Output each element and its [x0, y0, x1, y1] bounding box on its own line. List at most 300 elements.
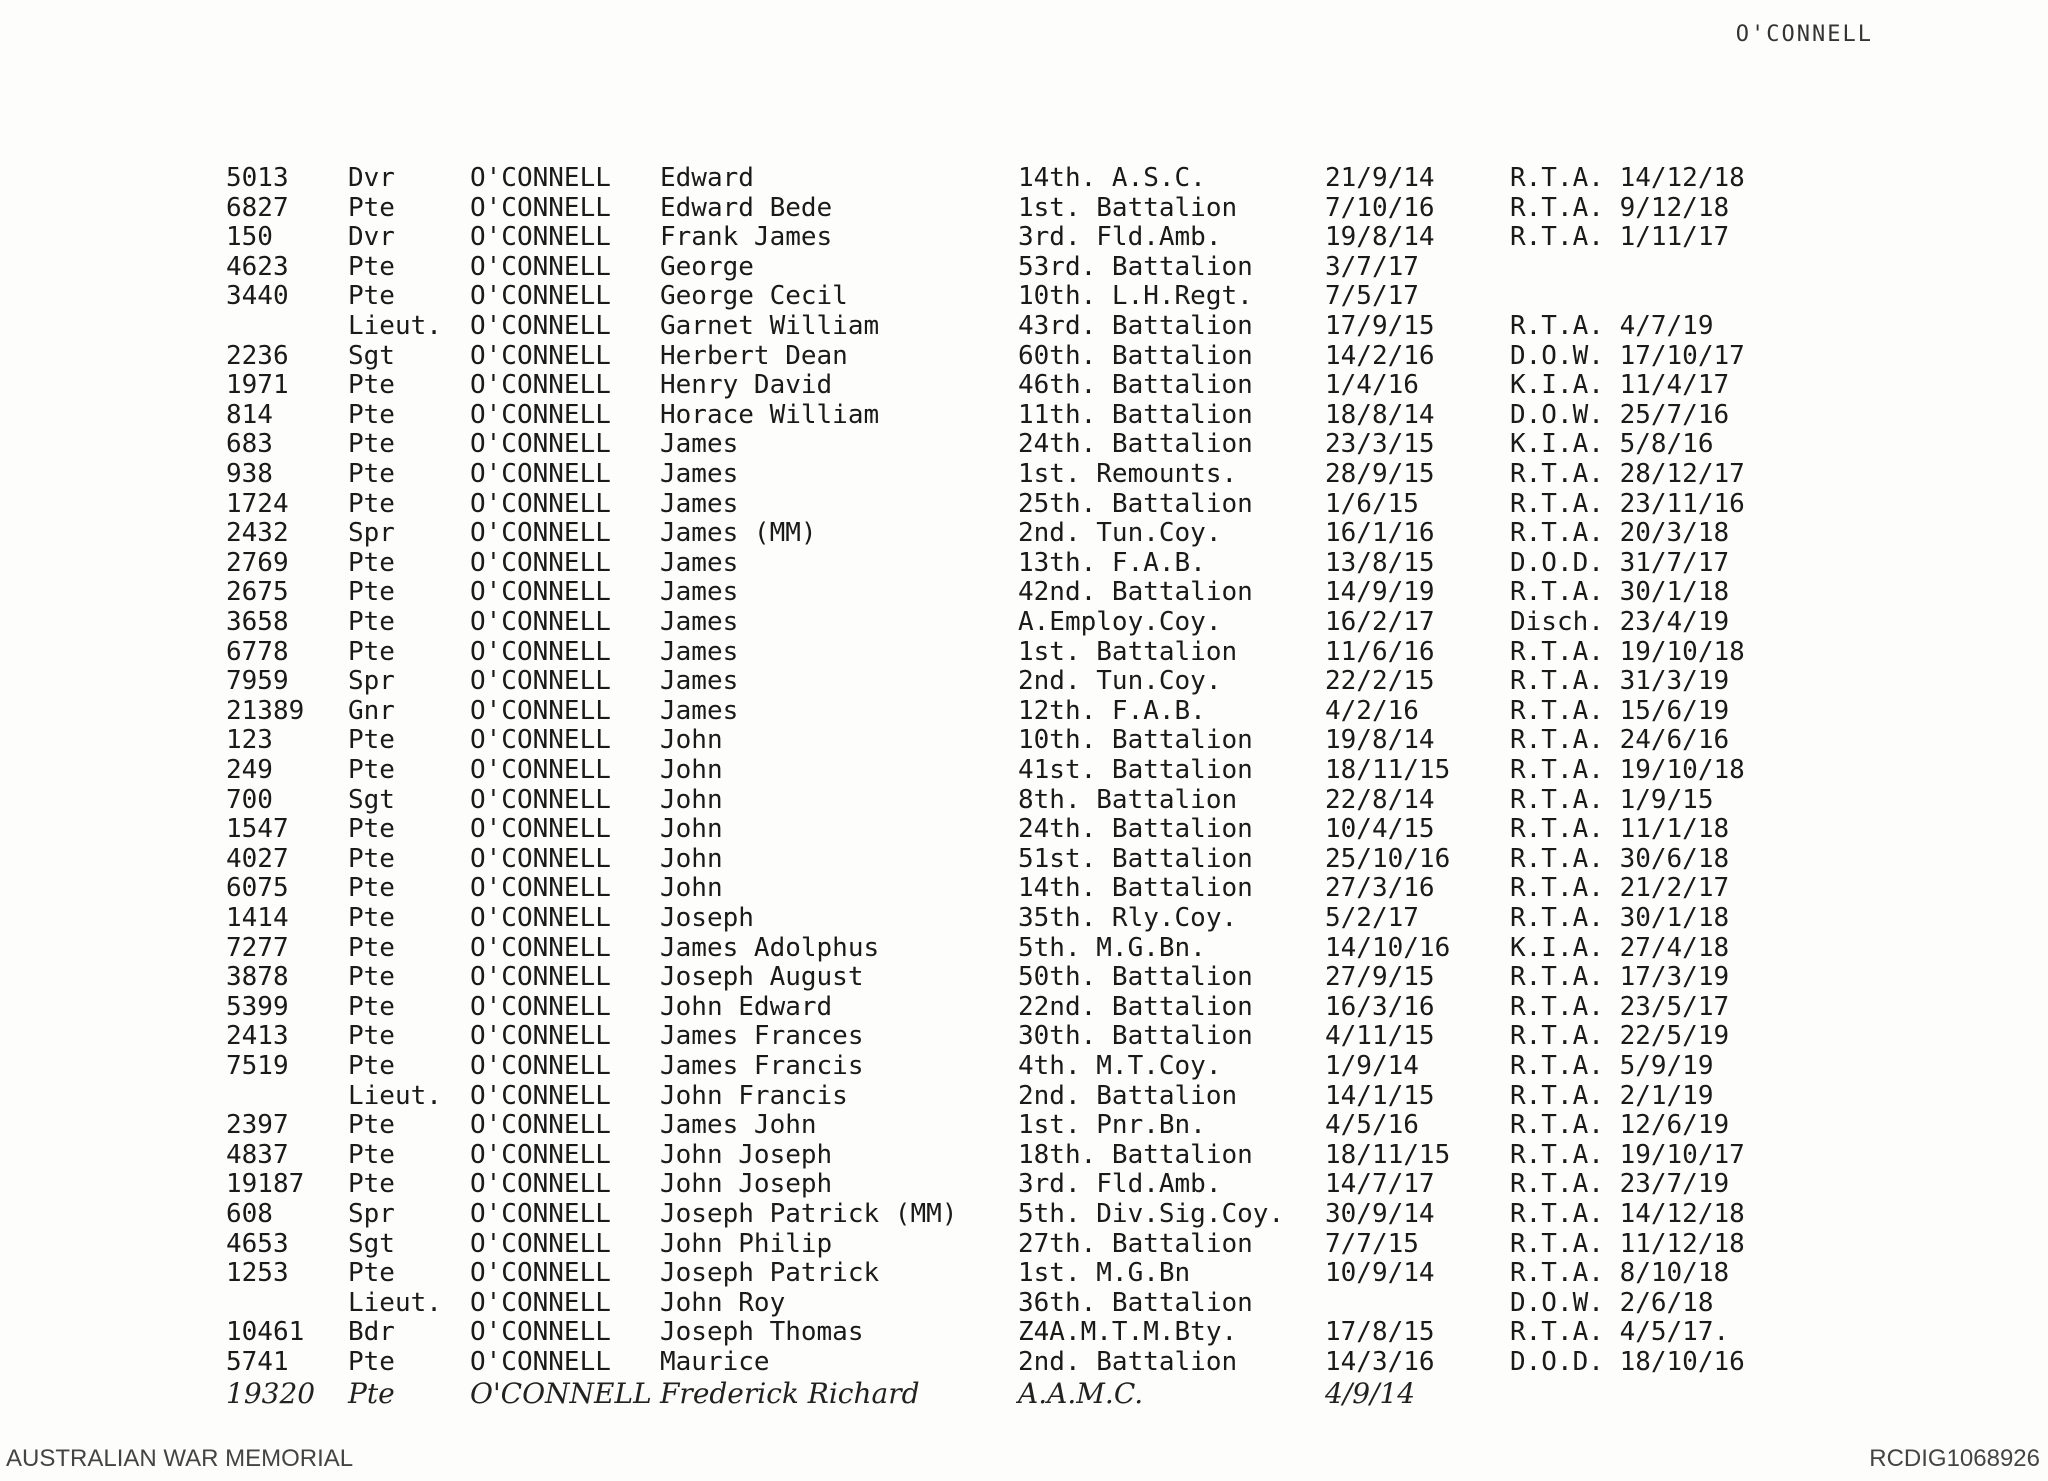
record-row	[0, 400, 2048, 430]
record-row	[0, 696, 2048, 726]
record-date: 5/2/17	[1325, 903, 1419, 933]
record-row	[0, 607, 2048, 637]
record-surname: O'CONNELL	[470, 1081, 611, 1111]
record-num: 123	[226, 725, 273, 755]
record-date: 14/2/16	[1325, 341, 1435, 371]
record-surname: O'CONNELL	[470, 696, 611, 726]
record-surname: O'CONNELL	[470, 459, 611, 489]
record-surname: O'CONNELL	[470, 785, 611, 815]
record-num: 5741	[226, 1347, 289, 1377]
record-fate: R.T.A. 14/12/18	[1510, 1199, 1745, 1229]
record-surname: O'CONNELL	[470, 252, 611, 282]
record-rank: Spr	[348, 1199, 395, 1229]
record-fate: R.T.A. 21/2/17	[1510, 873, 1730, 903]
record-row	[0, 370, 2048, 400]
record-row	[0, 1110, 2048, 1140]
record-unit: Z4A.M.T.M.Bty.	[1018, 1317, 1238, 1347]
record-fate: R.T.A. 23/5/17	[1510, 992, 1730, 1022]
record-date: 17/8/15	[1325, 1317, 1435, 1347]
record-row	[0, 1258, 2048, 1288]
record-surname: O'CONNELL	[470, 1288, 611, 1318]
record-row	[0, 1288, 2048, 1318]
record-row	[0, 873, 2048, 903]
record-rank: Sgt	[348, 785, 395, 815]
record-given: Garnet William	[660, 311, 880, 341]
record-date: 27/9/15	[1325, 962, 1435, 992]
record-given: John	[660, 755, 723, 785]
record-row	[0, 429, 2048, 459]
record-surname: O'CONNELL	[470, 1140, 611, 1170]
record-date: 1/4/16	[1325, 370, 1419, 400]
record-row	[0, 489, 2048, 519]
record-rank: Pte	[348, 1021, 395, 1051]
record-given: James Francis	[660, 1051, 864, 1081]
record-row	[0, 311, 2048, 341]
record-unit: 14th. A.S.C.	[1018, 163, 1206, 193]
record-fate: R.T.A. 24/6/16	[1510, 725, 1730, 755]
record-fate: D.O.W. 17/10/17	[1510, 341, 1745, 371]
record-surname: O'CONNELL	[470, 1021, 611, 1051]
record-fate: R.T.A. 1/9/15	[1510, 785, 1714, 815]
record-surname: O'CONNELL	[470, 370, 611, 400]
record-num: 700	[226, 785, 273, 815]
record-surname: O'CONNELL	[470, 163, 611, 193]
record-surname: O'CONNELL	[470, 577, 611, 607]
record-unit: 1st. Pnr.Bn.	[1018, 1110, 1206, 1140]
record-surname: O'CONNELL	[470, 844, 611, 874]
record-rank: Pte	[348, 1051, 395, 1081]
record-fate: R.T.A. 11/12/18	[1510, 1229, 1745, 1259]
record-rank: Pte	[348, 1347, 395, 1377]
record-row	[0, 666, 2048, 696]
record-row	[0, 903, 2048, 933]
record-row	[0, 1229, 2048, 1259]
record-row	[0, 193, 2048, 223]
record-date: 21/9/14	[1325, 163, 1435, 193]
record-num: 2769	[226, 548, 289, 578]
record-given: Horace William	[660, 400, 880, 430]
record-given: James John	[660, 1110, 817, 1140]
record-unit: 22nd. Battalion	[1018, 992, 1253, 1022]
record-num: 7277	[226, 933, 289, 963]
record-row	[0, 1051, 2048, 1081]
record-fate: R.T.A. 19/10/18	[1510, 637, 1745, 667]
record-surname: O'CONNELL	[470, 281, 611, 311]
record-date: 11/6/16	[1325, 637, 1435, 667]
record-rank: Lieut.	[348, 1288, 442, 1318]
record-rank: Gnr	[348, 696, 395, 726]
record-num: 4027	[226, 844, 289, 874]
record-unit: 8th. Battalion	[1018, 785, 1238, 815]
record-date: 23/3/15	[1325, 429, 1435, 459]
record-rank: Pte	[348, 400, 395, 430]
record-num: 2432	[226, 518, 289, 548]
record-given: Edward	[660, 163, 754, 193]
record-given: James	[660, 577, 739, 607]
record-date: 16/1/16	[1325, 518, 1435, 548]
record-rank: Pte	[348, 1258, 395, 1288]
record-given: James	[660, 429, 739, 459]
record-row	[0, 1081, 2048, 1111]
record-rank: Pte	[348, 755, 395, 785]
record-surname: O'CONNELL	[470, 873, 611, 903]
record-surname: O'CONNELL	[470, 489, 611, 519]
record-fate: R.T.A. 15/6/19	[1510, 696, 1730, 726]
record-fate: R.T.A. 8/10/18	[1510, 1258, 1730, 1288]
record-row	[0, 1199, 2048, 1229]
record-unit: 53rd. Battalion	[1018, 252, 1253, 282]
record-given: James	[660, 459, 739, 489]
record-unit: 11th. Battalion	[1018, 400, 1253, 430]
record-given: James Adolphus	[660, 933, 880, 963]
record-rank: Pte	[348, 607, 395, 637]
record-date: 19/8/14	[1325, 222, 1435, 252]
handwritten-record-row	[0, 1379, 2048, 1409]
record-surname: O'CONNELL	[470, 933, 611, 963]
record-rank: Pte	[348, 903, 395, 933]
record-num: 6075	[226, 873, 289, 903]
record-date: 7/7/15	[1325, 1229, 1419, 1259]
record-surname: O'CONNELL	[470, 1051, 611, 1081]
record-surname: O'CONNELL	[470, 1317, 611, 1347]
record-num: 1253	[226, 1258, 289, 1288]
record-unit: 30th. Battalion	[1018, 1021, 1253, 1051]
record-fate: K.I.A. 27/4/18	[1510, 933, 1730, 963]
record-surname: O'CONNELL	[470, 193, 611, 223]
record-date: 1/9/14	[1325, 1051, 1419, 1081]
record-fate: R.T.A. 11/1/18	[1510, 814, 1730, 844]
record-num: 5013	[226, 163, 289, 193]
handwritten-num: 19320	[226, 1377, 316, 1410]
record-unit: 35th. Rly.Coy.	[1018, 903, 1238, 933]
record-rank: Pte	[348, 873, 395, 903]
record-rank: Pte	[348, 637, 395, 667]
record-fate: R.T.A. 2/1/19	[1510, 1081, 1714, 1111]
record-num: 1414	[226, 903, 289, 933]
record-fate: R.T.A. 22/5/19	[1510, 1021, 1730, 1051]
record-rank: Pte	[348, 489, 395, 519]
footer-reference-id: RCDIG1068926	[1869, 1445, 2040, 1472]
record-num: 10461	[226, 1317, 305, 1347]
record-row	[0, 637, 2048, 667]
record-given: Joseph August	[660, 962, 864, 992]
record-surname: O'CONNELL	[470, 903, 611, 933]
record-given: George	[660, 252, 754, 282]
record-rank: Pte	[348, 370, 395, 400]
record-surname: O'CONNELL	[470, 1110, 611, 1140]
record-date: 16/3/16	[1325, 992, 1435, 1022]
record-unit: 5th. M.G.Bn.	[1018, 933, 1206, 963]
record-row	[0, 725, 2048, 755]
record-unit: 41st. Battalion	[1018, 755, 1253, 785]
record-surname: O'CONNELL	[470, 548, 611, 578]
record-rank: Pte	[348, 1169, 395, 1199]
record-unit: 1st. Remounts.	[1018, 459, 1238, 489]
record-unit: 14th. Battalion	[1018, 873, 1253, 903]
record-unit: 50th. Battalion	[1018, 962, 1253, 992]
record-unit: 27th. Battalion	[1018, 1229, 1253, 1259]
record-unit: 13th. F.A.B.	[1018, 548, 1206, 578]
record-rank: Pte	[348, 844, 395, 874]
record-unit: 51st. Battalion	[1018, 844, 1253, 874]
record-date: 4/11/15	[1325, 1021, 1435, 1051]
record-rank: Pte	[348, 1110, 395, 1140]
record-surname: O'CONNELL	[470, 725, 611, 755]
handwritten-unit: A.A.M.C.	[1018, 1377, 1144, 1410]
record-date: 7/10/16	[1325, 193, 1435, 223]
record-unit: 10th. Battalion	[1018, 725, 1253, 755]
record-num: 683	[226, 429, 273, 459]
record-unit: 10th. L.H.Regt.	[1018, 281, 1253, 311]
record-unit: 2nd. Battalion	[1018, 1347, 1238, 1377]
record-given: James	[660, 666, 739, 696]
record-date: 4/5/16	[1325, 1110, 1419, 1140]
record-date: 7/5/17	[1325, 281, 1419, 311]
record-date: 22/8/14	[1325, 785, 1435, 815]
record-surname: O'CONNELL	[470, 341, 611, 371]
record-unit: 3rd. Fld.Amb.	[1018, 1169, 1222, 1199]
record-row	[0, 1317, 2048, 1347]
record-unit: 24th. Battalion	[1018, 429, 1253, 459]
record-fate: Disch. 23/4/19	[1510, 607, 1730, 637]
record-given: John	[660, 725, 723, 755]
record-given: John Francis	[660, 1081, 848, 1111]
record-fate: R.T.A. 20/3/18	[1510, 518, 1730, 548]
record-surname: O'CONNELL	[470, 637, 611, 667]
record-surname: O'CONNELL	[470, 518, 611, 548]
record-fate: R.T.A. 4/5/17.	[1510, 1317, 1730, 1347]
record-surname: O'CONNELL	[470, 666, 611, 696]
record-surname: O'CONNELL	[470, 222, 611, 252]
record-given: James Frances	[660, 1021, 864, 1051]
record-fate: R.T.A. 23/7/19	[1510, 1169, 1730, 1199]
record-unit: 2nd. Tun.Coy.	[1018, 666, 1222, 696]
record-date: 10/4/15	[1325, 814, 1435, 844]
record-rank: Pte	[348, 193, 395, 223]
record-given: Edward Bede	[660, 193, 833, 223]
record-num: 249	[226, 755, 273, 785]
record-given: John Edward	[660, 992, 833, 1022]
record-rank: Pte	[348, 725, 395, 755]
record-date: 10/9/14	[1325, 1258, 1435, 1288]
record-given: James	[660, 489, 739, 519]
record-num: 3658	[226, 607, 289, 637]
record-num: 4837	[226, 1140, 289, 1170]
record-given: Joseph Patrick (MM)	[660, 1199, 958, 1229]
record-row	[0, 163, 2048, 193]
record-rank: Pte	[348, 933, 395, 963]
record-surname: O'CONNELL	[470, 400, 611, 430]
record-given: Joseph	[660, 903, 754, 933]
record-rank: Pte	[348, 459, 395, 489]
record-given: Joseph Thomas	[660, 1317, 864, 1347]
record-num: 814	[226, 400, 273, 430]
record-row	[0, 1021, 2048, 1051]
record-unit: 3rd. Fld.Amb.	[1018, 222, 1222, 252]
record-num: 19187	[226, 1169, 305, 1199]
record-num: 1547	[226, 814, 289, 844]
record-num: 6827	[226, 193, 289, 223]
record-given: George Cecil	[660, 281, 848, 311]
record-num: 5399	[226, 992, 289, 1022]
record-unit: 25th. Battalion	[1018, 489, 1253, 519]
record-fate: R.T.A. 30/1/18	[1510, 577, 1730, 607]
record-rank: Lieut.	[348, 311, 442, 341]
record-date: 19/8/14	[1325, 725, 1435, 755]
record-date: 14/9/19	[1325, 577, 1435, 607]
record-num: 2397	[226, 1110, 289, 1140]
record-num: 7959	[226, 666, 289, 696]
record-rank: Pte	[348, 814, 395, 844]
record-num: 4623	[226, 252, 289, 282]
record-num: 150	[226, 222, 273, 252]
header-surname: O'CONNELL	[1735, 22, 1873, 47]
record-unit: 18th. Battalion	[1018, 1140, 1253, 1170]
record-given: John	[660, 785, 723, 815]
record-date: 14/1/15	[1325, 1081, 1435, 1111]
record-date: 17/9/15	[1325, 311, 1435, 341]
record-given: Maurice	[660, 1347, 770, 1377]
record-row	[0, 577, 2048, 607]
record-rank: Pte	[348, 429, 395, 459]
record-num: 938	[226, 459, 273, 489]
record-unit: 2nd. Tun.Coy.	[1018, 518, 1222, 548]
record-surname: O'CONNELL	[470, 1258, 611, 1288]
record-given: James	[660, 548, 739, 578]
record-date: 28/9/15	[1325, 459, 1435, 489]
record-given: John Joseph	[660, 1140, 833, 1170]
record-unit: 12th. F.A.B.	[1018, 696, 1206, 726]
record-row	[0, 341, 2048, 371]
record-date: 3/7/17	[1325, 252, 1419, 282]
record-fate: R.T.A. 9/12/18	[1510, 193, 1730, 223]
record-date: 27/3/16	[1325, 873, 1435, 903]
record-given: John	[660, 873, 723, 903]
record-fate: R.T.A. 17/3/19	[1510, 962, 1730, 992]
record-surname: O'CONNELL	[470, 1347, 611, 1377]
record-row	[0, 548, 2048, 578]
record-num: 6778	[226, 637, 289, 667]
record-given: Henry David	[660, 370, 833, 400]
footer-institution: AUSTRALIAN WAR MEMORIAL	[6, 1445, 354, 1472]
record-date: 14/10/16	[1325, 933, 1451, 963]
handwritten-given: Frederick Richard	[660, 1377, 920, 1410]
record-row	[0, 459, 2048, 489]
record-rank: Pte	[348, 252, 395, 282]
record-fate: R.T.A. 12/6/19	[1510, 1110, 1730, 1140]
record-fate: K.I.A. 11/4/17	[1510, 370, 1730, 400]
record-fate: R.T.A. 28/12/17	[1510, 459, 1745, 489]
record-given: Joseph Patrick	[660, 1258, 880, 1288]
record-row	[0, 785, 2048, 815]
record-num: 2236	[226, 341, 289, 371]
record-given: John Joseph	[660, 1169, 833, 1199]
record-num: 7519	[226, 1051, 289, 1081]
record-unit: 24th. Battalion	[1018, 814, 1253, 844]
record-num: 21389	[226, 696, 305, 726]
record-rank: Pte	[348, 992, 395, 1022]
record-given: John Philip	[660, 1229, 833, 1259]
record-unit: 1st. M.G.Bn	[1018, 1258, 1191, 1288]
record-rank: Pte	[348, 577, 395, 607]
handwritten-rank: Pte	[348, 1377, 395, 1410]
record-unit: 43rd. Battalion	[1018, 311, 1253, 341]
record-date: 18/11/15	[1325, 755, 1451, 785]
record-date: 14/3/16	[1325, 1347, 1435, 1377]
record-date: 13/8/15	[1325, 548, 1435, 578]
record-rank: Pte	[348, 548, 395, 578]
record-given: John	[660, 814, 723, 844]
handwritten-date: 4/9/14	[1325, 1377, 1416, 1410]
record-fate: R.T.A. 19/10/18	[1510, 755, 1745, 785]
record-fate: R.T.A. 30/1/18	[1510, 903, 1730, 933]
handwritten-surname: O'CONNELL	[470, 1377, 652, 1410]
record-rank: Dvr	[348, 222, 395, 252]
record-date: 25/10/16	[1325, 844, 1451, 874]
record-fate: R.T.A. 23/11/16	[1510, 489, 1745, 519]
record-unit: 46th. Battalion	[1018, 370, 1253, 400]
record-row	[0, 962, 2048, 992]
record-rank: Pte	[348, 1140, 395, 1170]
record-fate: R.T.A. 19/10/17	[1510, 1140, 1745, 1170]
record-num: 2675	[226, 577, 289, 607]
record-date: 30/9/14	[1325, 1199, 1435, 1229]
record-unit: 5th. Div.Sig.Coy.	[1018, 1199, 1285, 1229]
record-row	[0, 1347, 2048, 1377]
record-num: 608	[226, 1199, 273, 1229]
record-surname: O'CONNELL	[470, 755, 611, 785]
record-date: 4/2/16	[1325, 696, 1419, 726]
record-rank: Pte	[348, 281, 395, 311]
record-rank: Bdr	[348, 1317, 395, 1347]
record-num: 3878	[226, 962, 289, 992]
record-row	[0, 933, 2048, 963]
record-unit: 42nd. Battalion	[1018, 577, 1253, 607]
record-fate: R.T.A. 5/9/19	[1510, 1051, 1714, 1081]
record-row	[0, 814, 2048, 844]
record-row	[0, 281, 2048, 311]
record-unit: A.Employ.Coy.	[1018, 607, 1222, 637]
record-rank: Lieut.	[348, 1081, 442, 1111]
record-given: James	[660, 607, 739, 637]
record-fate: R.T.A. 4/7/19	[1510, 311, 1714, 341]
record-surname: O'CONNELL	[470, 429, 611, 459]
record-surname: O'CONNELL	[470, 992, 611, 1022]
record-surname: O'CONNELL	[470, 962, 611, 992]
record-unit: 36th. Battalion	[1018, 1288, 1253, 1318]
record-given: James	[660, 637, 739, 667]
record-given: John Roy	[660, 1288, 786, 1318]
record-fate: R.T.A. 14/12/18	[1510, 163, 1745, 193]
record-fate: R.T.A. 1/11/17	[1510, 222, 1730, 252]
record-row	[0, 992, 2048, 1022]
record-surname: O'CONNELL	[470, 311, 611, 341]
record-rank: Dvr	[348, 163, 395, 193]
record-fate: D.O.D. 18/10/16	[1510, 1347, 1745, 1377]
record-surname: O'CONNELL	[470, 607, 611, 637]
record-surname: O'CONNELL	[470, 1229, 611, 1259]
record-fate: K.I.A. 5/8/16	[1510, 429, 1714, 459]
record-date: 16/2/17	[1325, 607, 1435, 637]
record-num: 4653	[226, 1229, 289, 1259]
record-surname: O'CONNELL	[470, 1169, 611, 1199]
record-given: Herbert Dean	[660, 341, 848, 371]
record-row	[0, 518, 2048, 548]
record-unit: 2nd. Battalion	[1018, 1081, 1238, 1111]
record-date: 22/2/15	[1325, 666, 1435, 696]
record-date: 18/8/14	[1325, 400, 1435, 430]
record-date: 1/6/15	[1325, 489, 1419, 519]
